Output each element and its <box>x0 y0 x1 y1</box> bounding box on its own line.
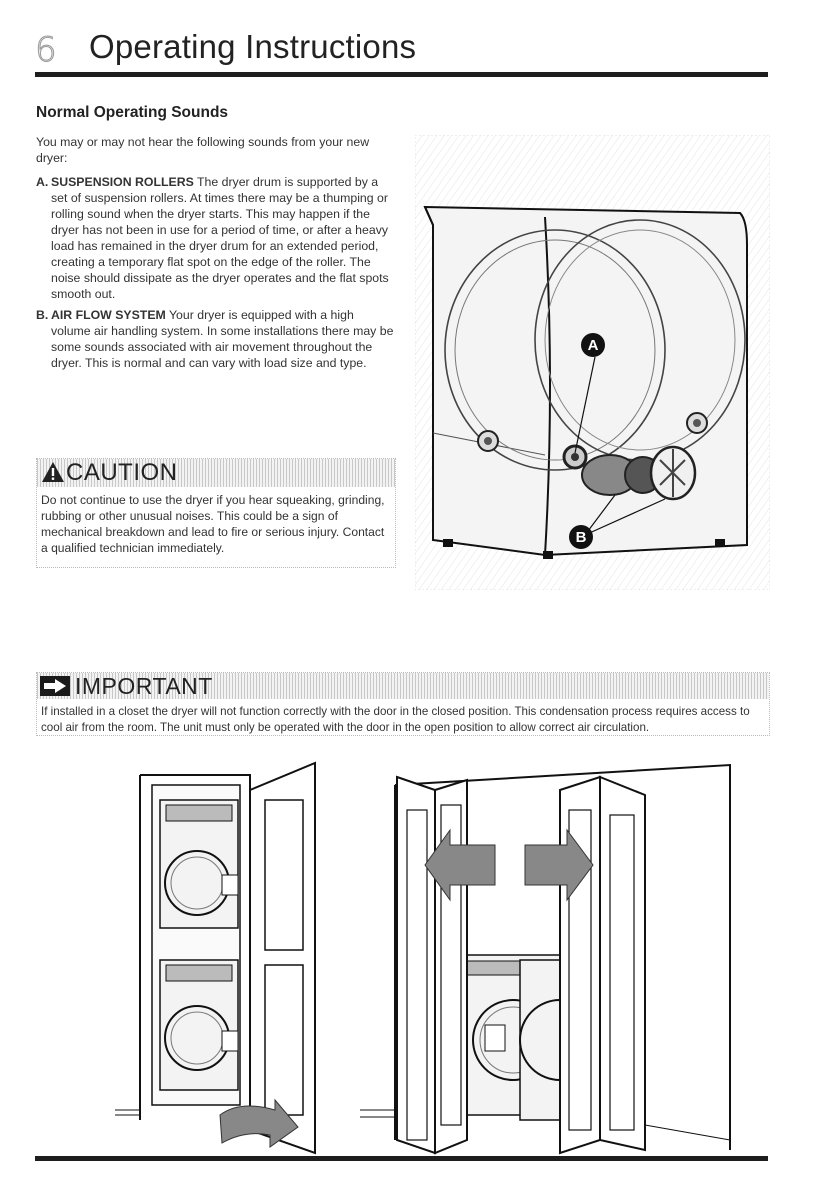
closet-stacked-illustration <box>110 755 320 1155</box>
svg-text:A: A <box>587 337 599 354</box>
callout-a-icon <box>581 333 605 357</box>
list-item-suspension-rollers <box>36 174 396 302</box>
list-item-air-flow-system <box>36 307 396 371</box>
list-item-heading: SUSPENSION ROLLERS <box>51 175 194 189</box>
page-number: 6 <box>35 30 57 70</box>
list-item-text: Your dryer is equipped with a high volume air handling system. In some installations there may be some sounds associated with air movement throughout the dryer. This is normal and can vary with load size and type. <box>51 308 394 370</box>
dryer-illustration <box>415 135 770 590</box>
list-item-text: The dryer drum is supported by a set of suspension rollers. At times there may be a thumping or rolling sound when the dryer starts. This may happen if the dryer has not been in use for a period of time, or after a heavy load has remained in the dryer drum for an extended period, creating a temporary flat spot on the edge of the roller. The noise should dissipate as the dryer operates and the flat spots smooth out. <box>51 175 389 301</box>
important-banner <box>37 673 769 699</box>
caution-banner <box>37 459 395 487</box>
header-divider <box>35 72 768 77</box>
footer-divider <box>35 1156 768 1161</box>
page-title: Operating Instructions <box>89 28 417 65</box>
list-item-heading: AIR FLOW SYSTEM <box>51 308 166 322</box>
important-text: If installed in a closet the dryer will not function correctly with the door in the closed position. This condensation process requires access to cool air from the room. The unit must only be operated with the door in the open position to allow correct air circulation. <box>41 705 750 734</box>
list-item-label: B. <box>36 308 49 322</box>
closet-bifold-illustration <box>355 755 765 1155</box>
warning-triangle-icon <box>41 461 65 483</box>
list-item-label: A. <box>36 175 49 189</box>
caution-box <box>36 458 396 568</box>
callout-b-icon <box>569 525 593 549</box>
section-intro: You may or may not hear the following sounds from your new dryer: <box>36 135 370 165</box>
svg-text:B: B <box>575 529 587 546</box>
important-label: IMPORTANT <box>75 673 213 699</box>
important-box <box>36 672 770 736</box>
page-header <box>35 26 768 72</box>
caution-text: Do not continue to use the dryer if you hear squeaking, grinding, rubbing or other unusual noises. This could be a sign of mechanical breakdown and lead to fire or serious injury. Contact a qualified technician immediately. <box>41 493 385 555</box>
caution-label: CAUTION <box>41 459 178 487</box>
arrow-right-icon <box>40 676 70 696</box>
section-title: Normal Operating Sounds <box>36 104 229 121</box>
